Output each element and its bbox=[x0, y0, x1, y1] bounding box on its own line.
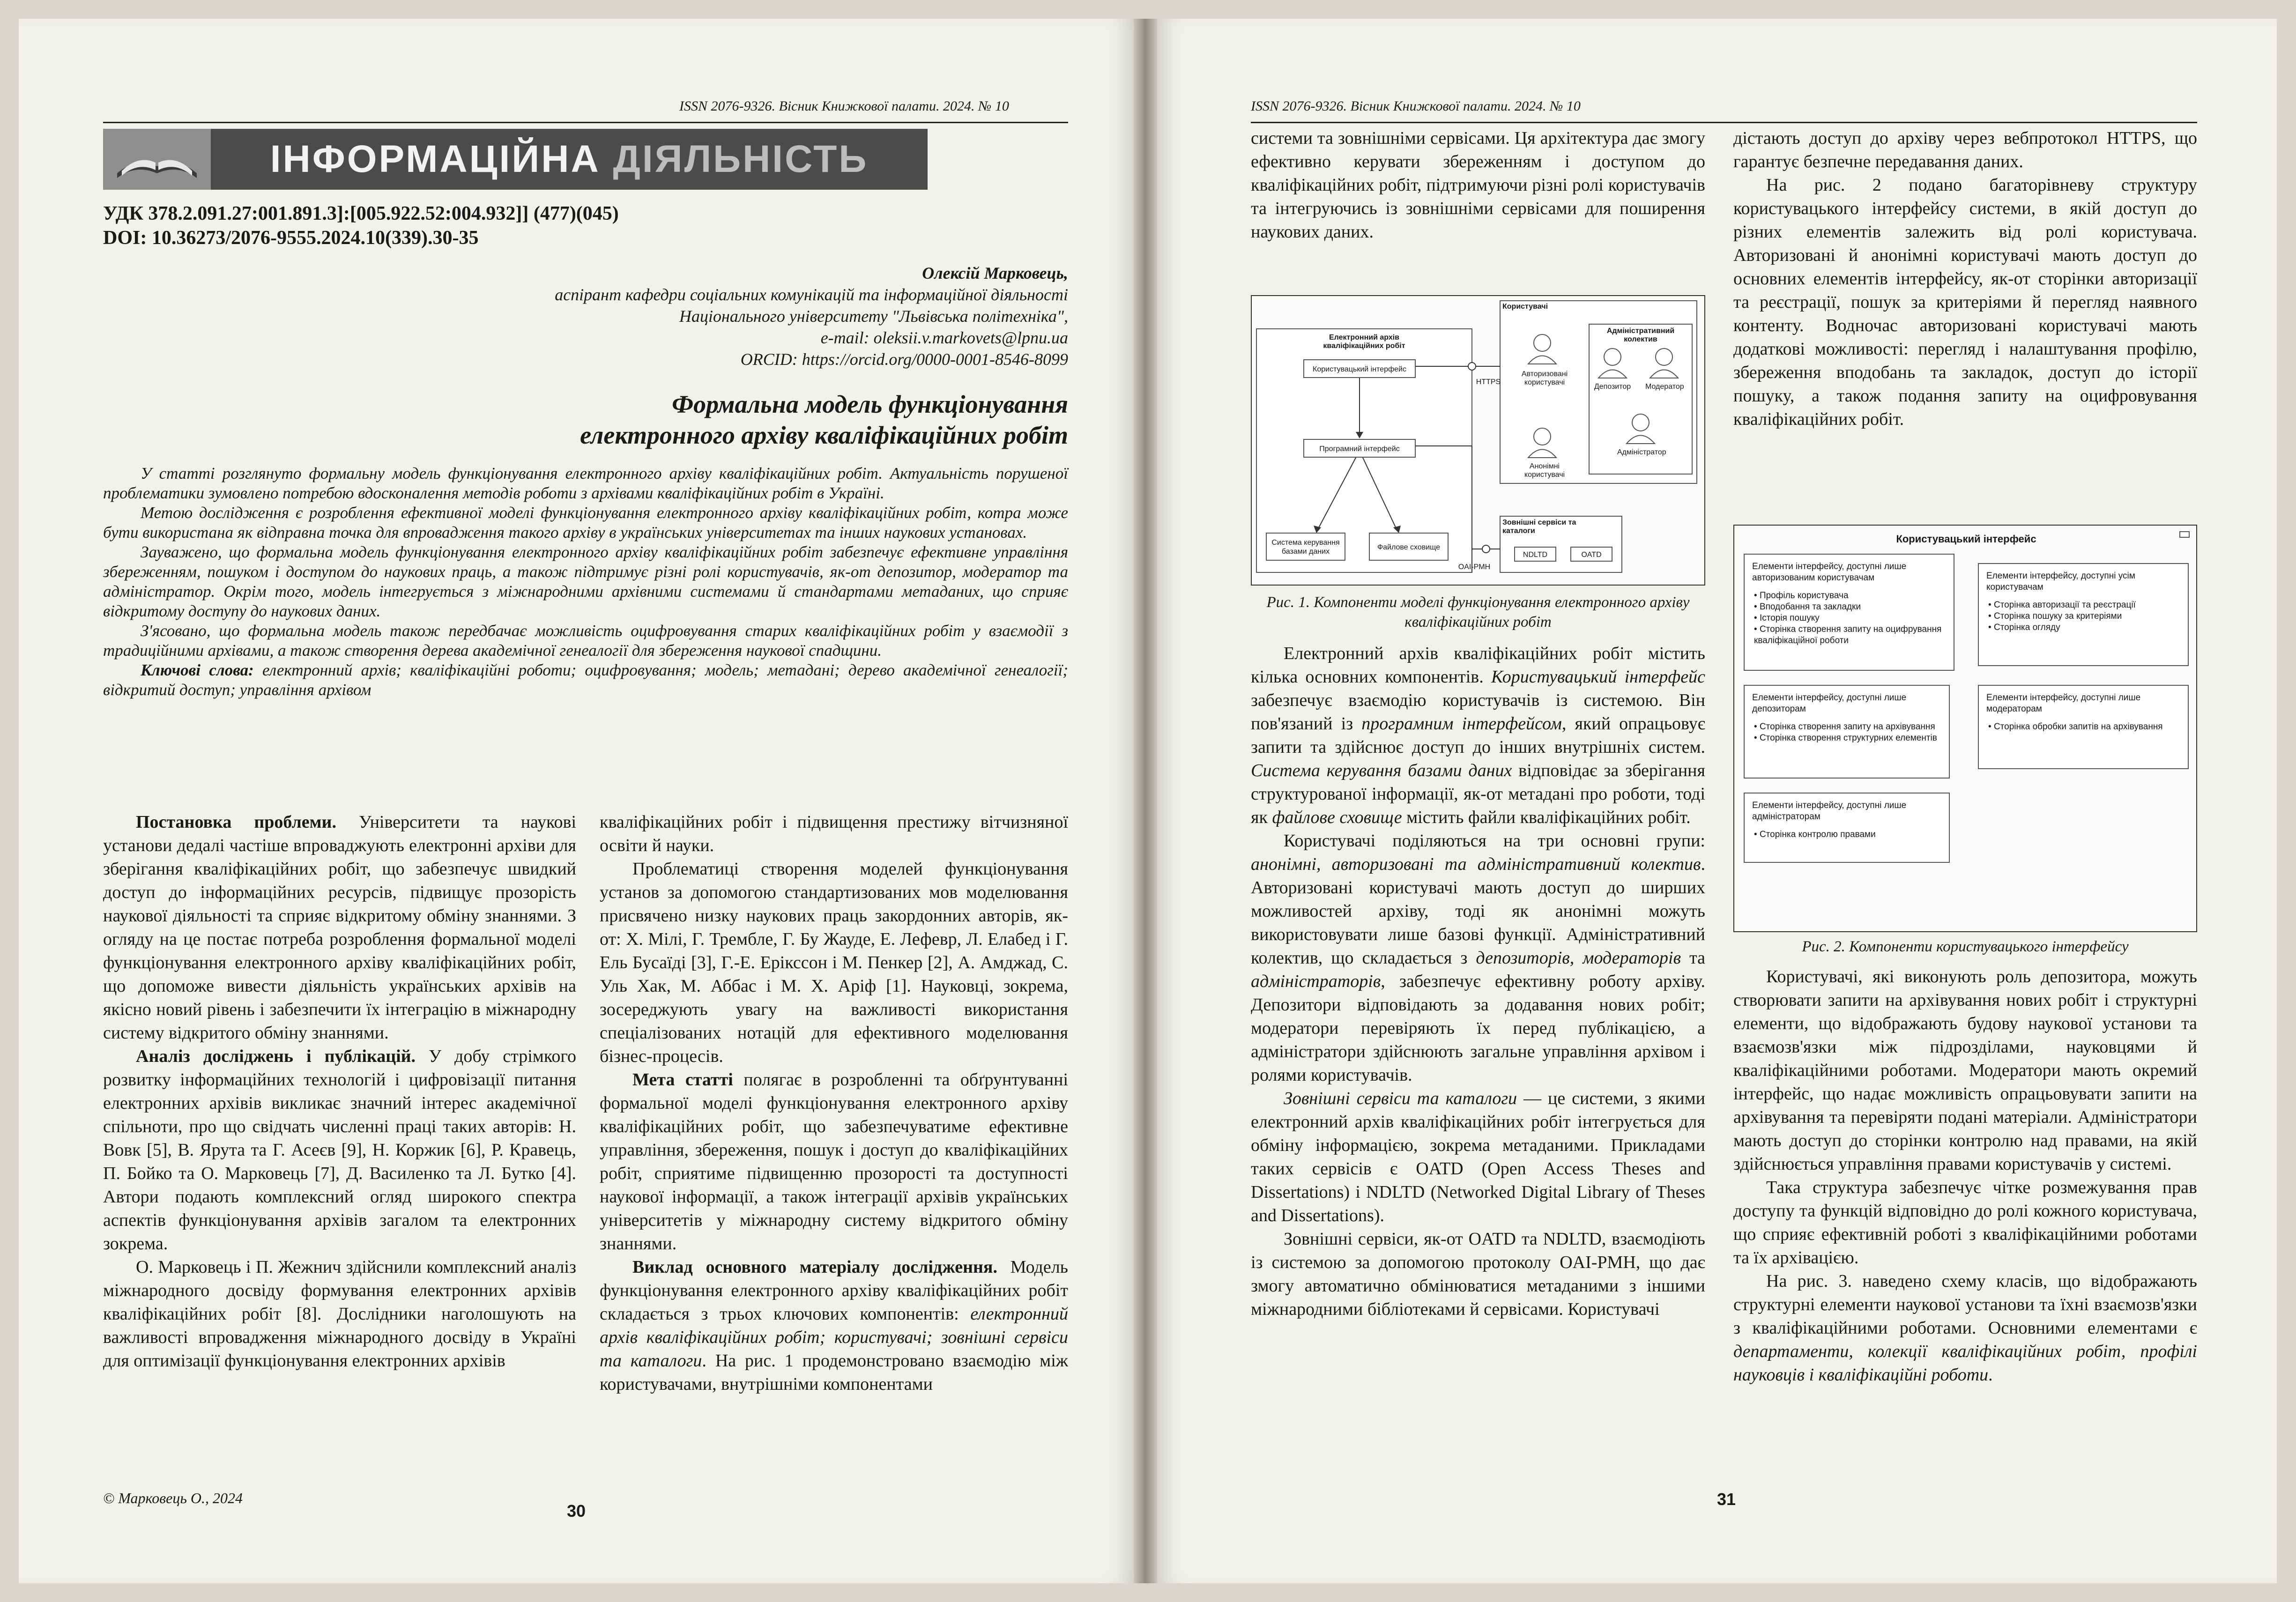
author-email[interactable]: e-mail: oleksii.v.markovets@lpnu.ua bbox=[820, 328, 1068, 347]
moderator-role: Модератор bbox=[1645, 383, 1684, 391]
section-banner bbox=[103, 129, 928, 190]
author-university: Національного університету "Львівська політехніка", bbox=[679, 307, 1068, 326]
section-title-part2: ДІЯЛЬНІСТЬ bbox=[613, 138, 869, 180]
article-title-line2: електронного архіву кваліфікаційних робіт bbox=[580, 421, 1068, 449]
ui-box-title: Елементи інтерфейсу, доступні лише авторизованим користувачам bbox=[1752, 562, 1907, 583]
ui-list-item: • Сторінка створення структурних елементів bbox=[1754, 733, 1941, 744]
body-paragraph: О. Марковець і П. Жежнич здійснили комплексний аналіз міжнародного досвіду формування електронних архівів кваліфікаційних робіт [8]. Дослідники наголошують на важливості впровадження міжнародного досвіду в Україні для оптимізації функціонування електронних архівів bbox=[103, 1257, 576, 1371]
body-paragraph: Зовнішні сервіси, як-от OATD та NDLTD, взаємодіють із системою за допомогою протоколу OAI-PMH, що дає змогу автоматично обмінюватися метаданими з іншими міжнародними бібліотеками й сервісами. Користувачі bbox=[1251, 1229, 1705, 1319]
right-column-1-top bbox=[1251, 126, 1705, 244]
body-italic: анонімні, авторизовані та адміністративний колектив bbox=[1251, 854, 1701, 874]
body-paragraph: дістають доступ до архіву через вебпротокол HTTPS, що гарантує безпечне передавання даних. bbox=[1733, 128, 2197, 171]
body-text: містить файли кваліфікаційних робіт. bbox=[1402, 808, 1691, 827]
body-paragraph: Користувачі, які виконують роль депозитора, можуть створювати запити на архівування нових робіт і структурні елементи, що відображають будову наукової установи та взаємозв'язки між підрозділами, науковцями й кваліфікаційними роботами. Модератори мають окремий інтерфейс, що надає можливість опрацьовувати запити на архівування та перевіряти подані матеріали. Адміністратори мають доступ до сторінки контролю над правами, на якій здійснюється управління правами користувачів у системі. bbox=[1733, 967, 2197, 1174]
heading-main: Виклад основного матеріалу дослідження. bbox=[632, 1257, 997, 1277]
body-paragraph: Проблематиці створення моделей функціонування установ за допомогою стандартизованих мов моделювання присвячено низку наукових праць закордонних авторів, як-от: Х. Мілі, Г. Трембле, Г. Бу Жауде, Е. Лефевр, Л. Елабед і Г. Ель Бусаїді [3], Г.-Е. Ерікссон і М. Пенкер [2], А. Амджад, С. Уль Хак, М. Аббас і М. Х. Аріф [1]. Науковці, зокрема, зосереджують увагу на важливості використання спеціалізованих нотацій для ефективного моделювання бізнес-процесів. bbox=[600, 859, 1068, 1066]
left-column-2 bbox=[600, 810, 1068, 1396]
body-text: полягає в розробленні та обґрунтуванні формальної моделі функціонування електронного архіву кваліфікаційних робіт, що забезпечуватиме ефективне управління, збереження, пошук і доступ до кваліфікаційних робіт, сприятиме підвищенню прозорості та доступності наукової інформації, а також інтеграції архівів українських університетів у міжнародну систему відкритого обміну знаннями. bbox=[600, 1070, 1069, 1253]
figure-2-diagram bbox=[1733, 525, 2197, 932]
open-book-icon bbox=[103, 129, 211, 190]
author-orcid[interactable]: ORCID: https://orcid.org/0000-0001-8546-8099 bbox=[740, 350, 1068, 369]
section-title bbox=[211, 137, 928, 181]
body-italic: Зовнішні сервіси та каталоги bbox=[1284, 1089, 1517, 1108]
heading-problem: Постановка проблеми. bbox=[136, 812, 336, 832]
ui-box-administrators bbox=[1744, 793, 1950, 863]
depositor-role: Депозитор bbox=[1594, 383, 1631, 391]
keywords-label: Ключові слова: bbox=[141, 661, 254, 679]
body-italic: програмним інтерфейсом bbox=[1361, 714, 1562, 734]
book-spine bbox=[1134, 19, 1157, 1583]
body-paragraph: системи та зовнішніми сервісами. Ця архітектура дає змогу ефективно керувати збереженням і доступом до кваліфікаційних робіт, підтримуючи різні ролі користувачів та інтегруючись із зовнішніми сервісами для поширення наукових даних. bbox=[1251, 128, 1705, 242]
body-text: . На рис. 1 продемонстровано взаємодію між користувачами, внутрішніми компонентами bbox=[600, 1351, 1069, 1394]
ui-list-item: • Сторінка створення запиту на оцифрування кваліфікаційної роботи bbox=[1754, 624, 1946, 646]
body-italic: депозиторів, модераторів bbox=[1476, 948, 1681, 968]
right-column-2-body bbox=[1733, 965, 2197, 1387]
body-italic: електронний архів кваліфікаційних робіт; користувачі; зовнішні сервіси та каталоги bbox=[600, 1304, 1068, 1371]
body-text: та bbox=[1681, 948, 1706, 968]
https-label: HTTPS bbox=[1476, 378, 1501, 386]
admin-team-title: Адміністративний колектив bbox=[1606, 327, 1675, 343]
body-italic: Користувацький інтерфейс bbox=[1491, 667, 1706, 687]
body-text: — це системи, з якими електронний архів кваліфікаційних робіт інтегрується для обміну інформацією, зокрема метаданими. Прикладами таких сервісів є OATD (Open Access Theses and Dissertations) і NDLTD (Networked Digital Library of Theses and Dissertations). bbox=[1251, 1089, 1706, 1225]
heading-aim: Мета статті bbox=[632, 1070, 733, 1090]
right-column-2-top bbox=[1733, 126, 2197, 431]
copyright: © Марковець О., 2024 bbox=[103, 1490, 243, 1506]
component-icon bbox=[2179, 531, 2190, 538]
body-paragraph bbox=[1251, 642, 1705, 829]
heading-analysis: Аналіз досліджень і публікацій. bbox=[136, 1046, 416, 1066]
author-name: Олексій Марковець, bbox=[922, 264, 1068, 282]
right-page bbox=[1157, 19, 2277, 1583]
ui-list-item: • Історія пошуку bbox=[1754, 613, 1946, 624]
figure-1-caption: Рис. 1. Компоненти моделі функціонування електронного архіву кваліфікаційних робіт bbox=[1266, 594, 1690, 630]
ui-box-authorized bbox=[1744, 554, 1954, 671]
page-number: 31 bbox=[1717, 1490, 1736, 1509]
ui-box-moderators bbox=[1978, 685, 2189, 769]
ui-box-all-users bbox=[1978, 563, 2189, 666]
ui-list-item: • Профіль користувача bbox=[1754, 590, 1946, 601]
figure-1-diagram bbox=[1251, 295, 1705, 586]
authorized-users: Авторизовані користувачі bbox=[1521, 370, 1568, 386]
api-component: Програмний інтерфейс bbox=[1303, 439, 1416, 458]
ui-list-item: • Вподобання та закладки bbox=[1754, 601, 1946, 613]
dbms-component: Система керування базами даних bbox=[1266, 533, 1345, 561]
body-italic: Система керування базами даних bbox=[1251, 761, 1512, 780]
ui-list-item: • Сторінка створення запиту на архівування bbox=[1754, 721, 1941, 733]
body-text: відповідає за зберігання структурованої інформації, як-от метадані про роботи, тоді як bbox=[1251, 761, 1705, 827]
body-paragraph bbox=[600, 1255, 1068, 1396]
body-text: Університети та наукові установи дедалі частіше впроваджують електронні архіви для зберігання кваліфікаційних робіт, що забезпечує швидкий доступ до інформаційних ресурсів, підвищує прозорість наукової діяльності та сприяє відкритому обміну знаннями. З огляду на це постає потреба розроблення формальної моделі функціонування електронного архіву кваліфікаційних робіт, що допоможе вивести діяльність українських архівів на якісно новий рівень і забезпечити їх інтеграцію в міжнародну систему відкритого обміну знаннями. bbox=[103, 812, 577, 1043]
body-paragraph bbox=[1733, 1269, 2197, 1387]
oatd-service: OATD bbox=[1570, 547, 1612, 562]
oai-pmh-label: OAI-PMH bbox=[1458, 563, 1491, 571]
body-paragraph: кваліфікаційних робіт і підвищення престижу вітчизняної освіти й науки. bbox=[600, 812, 1068, 855]
ui-list-item: • Сторінка обробки запитів на архівування bbox=[1988, 721, 2180, 733]
ui-list-item: • Сторінка контролю правами bbox=[1754, 829, 1941, 840]
ndltd-service: NDLTD bbox=[1514, 547, 1556, 562]
body-paragraph bbox=[103, 1045, 576, 1255]
abstract-paragraph: З'ясовано, що формальна модель також передбачає можливість оцифровування старих кваліфікаційних робіт у взаємодії з традиційними архівами, а також створення дерева академічної генеалогії для збереження наукової спадщини. bbox=[103, 622, 1068, 660]
section-title-part1: ІНФОРМАЦІЙНА bbox=[270, 138, 613, 180]
body-text: , забезпечує ефективну роботу архіву. Депозитори відповідають за додавання нових робіт; модератори перевіряють їх перед публікацією, а адміністратори здійснюють загальне управління архівом і ролями користувачів. bbox=[1251, 972, 1705, 1085]
body-text: . bbox=[1988, 1365, 1993, 1385]
body-text: Модель функціонування електронного архіву кваліфікаційних робіт складається з трьох ключових компонентів: bbox=[600, 1257, 1068, 1324]
right-column-1-body bbox=[1251, 642, 1705, 1321]
abstract-paragraph: Метою дослідження є розроблення ефективної моделі функціонування електронного архіву кваліфікаційних робіт, котра може бути використана як відправна точка для впровадження такого архіву в українських університетах та інших наукових установах. bbox=[103, 504, 1068, 541]
external-services-title: Зовнішні сервіси та каталоги bbox=[1502, 519, 1576, 535]
archive-title: Електронний архів кваліфікаційних робіт bbox=[1323, 334, 1405, 350]
article-title bbox=[319, 389, 1068, 451]
body-text: , який опрацьовує запити та здійснює доступ до інших внутрішніх систем. bbox=[1251, 714, 1706, 757]
ui-list-item: • Сторінка авторизації та реєстрації bbox=[1988, 600, 2180, 611]
storage-component: Файлове сховище bbox=[1369, 533, 1449, 561]
ui-box-title: Елементи інтерфейсу, доступні усім користувачам bbox=[1986, 571, 2135, 592]
ui-box-title: Елементи інтерфейсу, доступні лише депозиторам bbox=[1752, 693, 1907, 714]
ui-box-title: Елементи інтерфейсу, доступні лише адміністраторам bbox=[1752, 801, 1907, 822]
abstract-paragraph: У статті розглянуто формальну модель функціонування електронного архіву кваліфікаційних робіт. Актуальність порушеної проблематики зумовлено потребою вдосконалення методів роботи з архівами кваліфікаційних робіт в Україні. bbox=[103, 464, 1068, 502]
keywords bbox=[103, 660, 1068, 700]
left-column-1 bbox=[103, 810, 576, 1372]
author-block bbox=[319, 262, 1068, 370]
running-head: ISSN 2076-9326. Вісник Книжкової палати. 2024. № 10 bbox=[1251, 98, 1581, 114]
body-paragraph: Така структура забезпечує чітке розмежування прав доступу та функцій відповідно до ролі кожного користувача, що сприяє ефективній роботі з кваліфікаційними роботами та їх архівацією. bbox=[1733, 1178, 2197, 1268]
administrator-role: Адміністратор bbox=[1617, 448, 1666, 456]
left-page bbox=[19, 19, 1134, 1583]
body-paragraph bbox=[1251, 1087, 1705, 1227]
body-paragraph bbox=[1251, 829, 1705, 1087]
article-title-line1: Формальна модель функціонування bbox=[672, 390, 1068, 418]
body-text: У добу стрімкого розвитку інформаційних технологій і цифровізації питання електронних архівів викликає значний інтерес академічної спільноти, про що свідчать численні праці таких авторів: Н. Вовк [5], В. Ярута та Г. Асеєв [9], Н. Коржик [6], Р. Кравець, П. Бойко та О. Марковець [7], Д. Василенко та Л. Бутко [4]. Автори подають комплексний огляд широкого спектра аспектів функціонування архівів загалом та електронних зокрема. bbox=[103, 1046, 576, 1253]
page-number: 30 bbox=[567, 1501, 586, 1520]
author-affiliation: аспірант кафедри соціальних комунікацій та інформаційної діяльності bbox=[555, 285, 1068, 304]
ui-list-item: • Сторінка пошуку за критеріями bbox=[1988, 611, 2180, 622]
header-rule bbox=[103, 122, 1068, 123]
running-head: ISSN 2076-9326. Вісник Книжкової палати. 2024. № 10 bbox=[679, 98, 1009, 114]
body-text: . Авторизовані користувачі мають доступ до ширших можливостей архіву, тоді як анонімні можуть використовувати лише базові функції. Адміністративний колектив, що складається з bbox=[1251, 854, 1705, 968]
abstract-paragraph: Зауважено, що формальна модель функціонування електронного архіву кваліфікаційних робіт забезпечує ефективне управління збереженням, пошуком і доступом до наукових праць, а також підтримує різні ролі користувачів, як-от депозитор, модератор та адміністратор. Окрім того, модель інтегрується з міжнародними архівними системами й стандартами метаданих, що сприяє відкритому доступу до наукових даних. bbox=[103, 543, 1068, 620]
figure-2-title: Користувацький інтерфейс bbox=[1896, 533, 2036, 545]
body-italic: адміністраторів bbox=[1251, 972, 1381, 991]
ui-list-item: • Сторінка огляду bbox=[1988, 622, 2180, 633]
ui-box-depositors bbox=[1744, 685, 1950, 779]
ui-component: Користувацький інтерфейс bbox=[1303, 359, 1416, 378]
doi: DOI: 10.36273/2076-9555.2024.10(339).30-35 bbox=[103, 227, 479, 249]
abstract bbox=[103, 464, 1068, 700]
body-text: Користувачі поділяються на три основні групи: bbox=[1284, 831, 1705, 851]
figure-2-caption: Рис. 2. Компоненти користувацького інтерфейсу bbox=[1802, 938, 2129, 955]
anonymous-users: Анонімні користувачі bbox=[1524, 462, 1565, 479]
body-text: Електронний архів кваліфікаційних робіт містить кілька основних компонентів. bbox=[1251, 644, 1705, 687]
body-text: забезпечує взаємодію користувачів із системою. Він пов'язаний із bbox=[1251, 690, 1705, 734]
udc-code: УДК 378.2.091.27:001.891.3]:[005.922.52:004.932]] (477)(045) bbox=[103, 203, 619, 224]
body-italic: файлове сховище bbox=[1272, 808, 1402, 827]
users-title: Користувачі bbox=[1502, 303, 1548, 311]
ui-box-title: Елементи інтерфейсу, доступні лише модераторам bbox=[1986, 693, 2141, 714]
body-paragraph: На рис. 2 подано багаторівневу структуру користувацького інтерфейсу системи, в якій доступ до різних елементів залежить від ролі користувача. Авторизовані й анонімні користувачі мають доступ до основних елементів інтерфейсу, як-от сторінки авторизації та реєстрації, пошук за критеріями й перегляд наявного контенту. Водночас авторизовані користувачі мають додаткові можливості: перегляд і налаштування профілю, збереження вподобань та закладок, доступ до історії пошуку, а також подання запиту на оцифровування кваліфікаційних робіт. bbox=[1733, 175, 2197, 429]
body-italic: департаменти, колекції кваліфікаційних робіт, профілі науковців і кваліфікаційні роботи bbox=[1733, 1342, 2197, 1385]
body-paragraph bbox=[103, 810, 576, 1045]
keywords-text: електронний архів; кваліфікаційні роботи; оцифровування; модель; метадані; дерево академічної генеалогії; відкритий доступ; управління архівом bbox=[103, 661, 1069, 699]
body-paragraph bbox=[600, 1068, 1068, 1255]
header-rule bbox=[1251, 122, 2197, 123]
body-text: На рис. 3. наведено схему класів, що відображають структурні елементи наукової установи та їхні взаємозв'язки з кваліфікаційними роботами. Основними елементами є bbox=[1733, 1271, 2197, 1338]
